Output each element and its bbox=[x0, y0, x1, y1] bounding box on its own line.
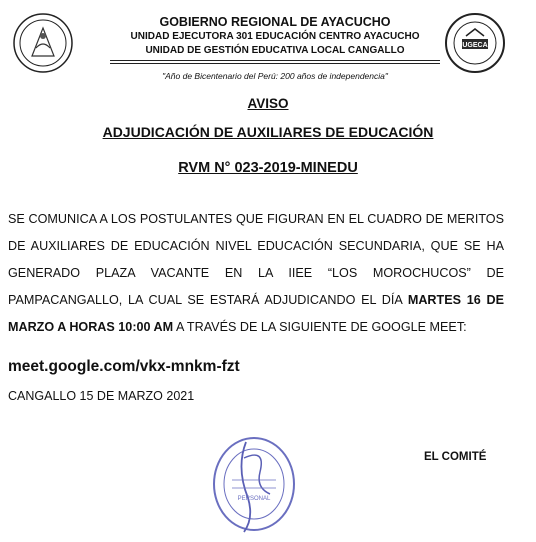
notice-body bbox=[8, 206, 504, 341]
notice-body-text: SE COMUNICA A LOS POSTULANTES QUE FIGURAN EN EL CUADRO DE MERITOS DE AUXILIARES DE EDUCACIÓN NIVEL EDUCACIÓN SECUNDARIA, QUE SE HA GENERADO PLAZA VACANTE EN LA IIEE “LOS MOROCHUCOS” DE PAMPACANGALLO, LA CUAL SE ESTARÁ ADJUDICANDO EL DÍA bbox=[8, 212, 504, 307]
ugeca-logo bbox=[444, 12, 506, 74]
notice-body-datetime: MARTES 16 DE MARZO A HORAS 10:00 AM bbox=[8, 293, 504, 334]
header-ugel: UNIDAD DE GESTIÓN EDUCATIVA LOCAL CANGALLO bbox=[145, 45, 405, 56]
year-motto: "Año de Bicentenario del Perú: 200 años de independencia" bbox=[162, 71, 388, 81]
header-unit: UNIDAD EJECUTORA 301 EDUCACIÓN CENTRO AYACUCHO bbox=[130, 31, 420, 42]
ugeca-logo-text: UGECA bbox=[462, 42, 488, 49]
signature-committee: EL COMITÉ bbox=[424, 451, 487, 463]
notice-body-text-end: A TRAVÉS DE LA SIGUIENTE DE GOOGLE MEET: bbox=[173, 320, 467, 334]
date-line: CANGALLO 15 DE MARZO 2021 bbox=[8, 389, 195, 403]
official-stamp bbox=[196, 428, 316, 540]
header-government: GOBIERNO REGIONAL DE AYACUCHO bbox=[159, 15, 391, 29]
regional-government-logo bbox=[12, 12, 74, 74]
header-divider bbox=[110, 60, 440, 61]
meet-link[interactable]: meet.google.com/vkx-mnkm-fzt bbox=[8, 358, 240, 375]
notice-title: ADJUDICACIÓN DE AUXILIARES DE EDUCACIÓN bbox=[102, 124, 434, 140]
aviso-heading: AVISO bbox=[247, 96, 289, 111]
header-divider-2 bbox=[110, 63, 440, 64]
rvm-reference: RVM N° 023-2019-MINEDU bbox=[178, 160, 358, 176]
stamp-inner-text: PERSONAL bbox=[237, 496, 271, 502]
